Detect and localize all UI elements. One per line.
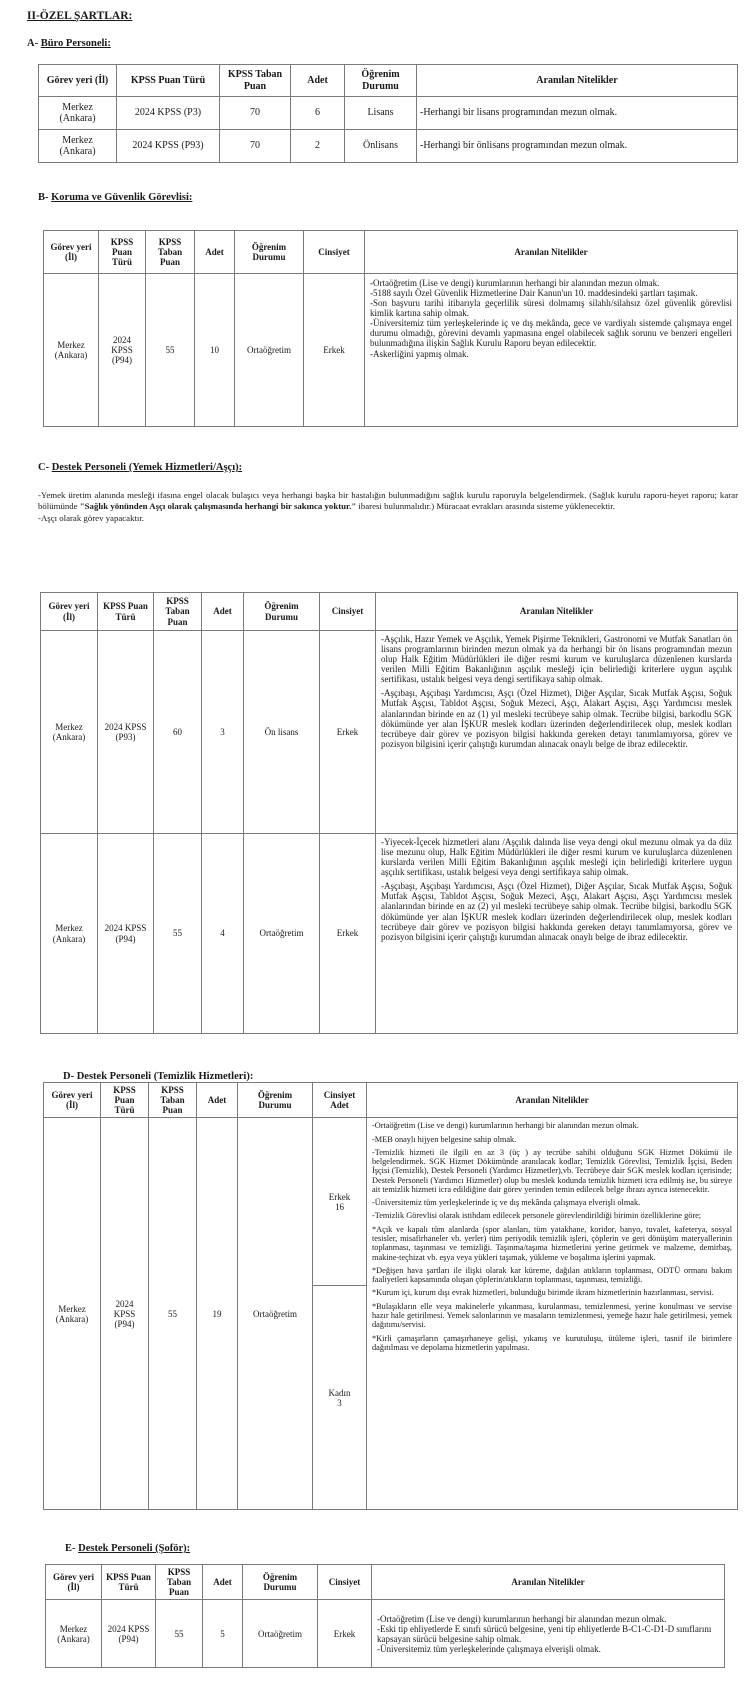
cell-adet: 6 [291,97,345,130]
header-cinsiyet: Cinsiyet [320,593,376,631]
cell-ogrenim: Ortaöğretim [244,834,320,1034]
section-c-note [38,490,738,524]
header-adet: Adet [202,593,244,631]
cell-cinsiyet: Erkek [320,834,376,1034]
cell-gorev-yeri: Merkez (Ankara) [39,97,117,130]
nitelik-item: -Ortaöğretim (Lise ve dengi) kurumlarının herhangi bir alanından mezun olmak. [372,1121,639,1131]
cell-taban-puan: 70 [220,97,291,130]
cell-adet: 10 [195,274,235,427]
table-header-row [44,1083,738,1118]
cell-ogrenim: Önlisans [345,130,417,163]
nitelik-item: -Ortaöğretim (Lise ve dengi) kurumlarının herhangi bir alanından mezun olmak. [370,278,660,288]
table-row [44,274,738,427]
header-nitelikler: Aranılan Nitelikler [365,231,738,274]
table-row [39,97,738,130]
cell-cinsiyet: Erkek [318,1600,372,1668]
cell-taban-puan: 55 [146,274,195,427]
section-title: Destek Personeli (Şoför): [78,1543,191,1554]
section-e-heading [65,1543,190,1554]
section-b-heading [38,192,192,203]
header-adet: Adet [197,1083,238,1118]
nitelik-item: -Aşçılık, Hazır Yemek ve Aşçılık, Yemek Pişirme Teknikleri, Gastronomi ve Mutfak Sanatları ön lisans programlarının birinden mezun olmak ya da herhangi bir ön lisans programından mezun olup Halk Eğitim Müdürlükleri ile diğer resmi kurum ve kuruluşlarca düzenlenen kurslarda verilen Milli Eğitim Bakanlığının aşçılık mesleği için belirlediği kriterlere uygun aşçılık sertifikası, ustalık belgesi veya dengi sertifikaya sahip olmak. [381,634,732,685]
section-d-heading [63,1071,253,1082]
cell-adet: 5 [203,1600,243,1668]
header-puan-turu: KPSS Puan Türü [117,65,220,97]
nitelik-item: -Üniversitemiz tüm yerleşkelerinde iç ve dış mekânda çalışmaya elverişli olmak. [372,1198,641,1208]
header-cinsiyet: Cinsiyet [304,231,365,274]
document-title: II-ÖZEL ŞARTLAR: [27,10,133,22]
note-text: ibaresi bulunmalıdır.) Müracaat evrakları arasında sisteme yüklenecektir. [356,501,615,512]
cell-ogrenim: Lisans [345,97,417,130]
note-paragraph [38,490,738,513]
section-a-heading [27,38,111,49]
table-row [41,834,738,1034]
header-nitelikler: Aranılan Nitelikler [372,1565,725,1600]
cell-puan-turu: 2024 KPSS (P94) [99,274,146,427]
header-ogrenim: Öğrenim Durumu [243,1565,318,1600]
header-ogrenim: Öğrenim Durumu [244,593,320,631]
nitelik-item: -Üniversitemiz tüm yerleşkelerinde çalışmaya elverişli olmak. [377,1643,601,1654]
nitelik-item: -Eski tip ehliyetlerde E sınıfı sürücü belgesine, yeni tip ehliyetlerde B-C1-C-D1-D sınıflarını kapsayan sürücü belgesine sahip olmak. [377,1623,712,1644]
cell-nitelikler [376,834,738,1034]
table-header-row [41,593,738,631]
nitelik-item: -Yiyecek-İçecek hizmetleri alanı /Aşçılık dalında lise veya dengi okul mezunu olmak ya da düz lise mezunu olup, Halk Eğitim Müdürlükleri ile diğer resmi kurum ve kuruluşlarca düzenlenen kurslarda verilen Milli Eğitim Bakanlığının aşçılık mesleği için belirlediği kriterlere uygun aşçılık sertifikası, ustalık belgesi veya dengi sertifikaya sahip olmak. [381,837,732,878]
table-row [41,631,738,834]
nitelik-item: -5188 sayılı Özel Güvenlik Hizmetlerine Dair Kanun'un 10. maddesindeki şartları taşımak. [370,288,698,299]
note-text: -Yemek üretim alanında mesleği ifasına engel olacak bulaşıcı veya herhangi başka bir hastalığın bulunmadığını sağlık kurulu raporuyla belgelendirmek. (Sağlık kurulu raporu-heyet raporu; karar bölümünde [38,490,738,512]
header-gorev-yeri: Görev yeri (İl) [46,1565,102,1600]
cell-ogrenim: Ortaöğretim [238,1118,313,1510]
header-adet: Adet [203,1565,243,1600]
cell-taban-puan: 55 [154,834,202,1034]
cell-taban-puan: 60 [154,631,202,834]
header-adet: Adet [195,231,235,274]
table-header-row [44,231,738,274]
cell-adet: 2 [291,130,345,163]
nitelik-item: -Ortaöğretim (Lise ve dengi) kurumlarının herhangi bir alanından mezun olmak. [377,1613,667,1624]
header-cinsiyet: Cinsiyet [318,1565,372,1600]
cell-cinsiyet: Erkek [304,274,365,427]
header-puan-turu: KPSS Puan Türü [98,593,154,631]
cell-puan-turu: 2024 KPSS (P94) [98,834,154,1034]
cell-nitelikler [372,1600,725,1668]
cell-nitelikler [365,274,738,427]
cell-puan-turu: 2024 KPSS (P3) [117,97,220,130]
nitelik-item: *Kirli çamaşırların çamaşırhaneye gelişi, yıkanış ve kurutuluşu, ütüleme işleri, tasnif ile birimlere dağıtılması ve depolama hizmetlerin yapılması. [372,1333,732,1352]
cell-gorev-yeri: Merkez (Ankara) [46,1600,102,1668]
cell-taban-puan: 70 [220,130,291,163]
cell-taban-puan: 55 [156,1600,203,1668]
section-title: Büro Personeli: [40,38,111,49]
nitelik-item: -Aşçıbaşı, Aşçıbaşı Yardımcısı, Aşçı (Özel Hizmet), Diğer Aşçılar, Sıcak Mutfak Aşçısı, Soğuk Mutfak Aşçısı, Tabldot Aşçısı, Soğuk Mezeci, Aşçı, Alakart Aşçısı, Aşçı Yardımcısı meslek alanlarından birinde en az (1) yıl mesleki tecrübeye sahip olmak. Tecrübe bilgisi, barkodlu SGK dökümünde yer alan İŞKUR meslek kodları üzerinden değerlendirilecek olup, meslek kodları tecrübeye dair görev ve pozisyon bilgisi hakkında gereken detayı tanımlamıyorsa, görev ve pozisyon bilgisini içerir çalıştığı kurumdan alınacak onaylı belge de ibraz edilecektir. [381,688,732,749]
cell-puan-turu: 2024 KPSS (P93) [98,631,154,834]
header-nitelikler: Aranılan Nitelikler [417,65,738,97]
table-header-row [46,1565,725,1600]
header-taban-puan: KPSS Taban Puan [220,65,291,97]
section-title: Destek Personeli (Yemek Hizmetleri/Aşçı): [51,462,243,473]
cell-gorev-yeri: Merkez (Ankara) [39,130,117,163]
table-yemek-hizmetleri [40,592,738,1034]
section-title: Koruma ve Güvenlik Görevlisi: [51,192,193,203]
nitelik-item: *Kurum içi, kurum dışı evrak hizmetleri, bulunduğu birimde ikram hizmetlerinin hazırlanması, servisi. [372,1288,714,1298]
cell-cinsiyet-erkek: Erkek 16 [313,1118,367,1286]
nitelik-item: -Üniversitemiz tüm yerleşkelerinde iç ve dış mekânda, gece ve vardiyalı sistemde çalışmaya engel durumu olmadığı, görevini devamlı yapmasına engel olabilecek sağlık sorunu ve benzeri engelleri bulunmadığına ilişkin Sağlık Kurulu Raporu beyan edilecektir. [370,318,732,349]
nitelik-item: *Bulaşıkların elle veya makinelerle yıkanması, kurulanması, temizlenmesi, yerine konulması ve servise hazır hale getirilmesi. Yemek salonlarının ve masaların temizlenmesi, yemeğe hazır hale getirilmesi, yemek dağıtımı/servisi. [372,1301,732,1330]
nitelik-item: -Temizlik hizmeti ile ilgili en az 3 (üç ) ay tecrübe sahibi olduğunu SGK Hizmet Dökümü ile belgelendirmek. SGK Hizmet Dökümünde aranılacak kodlar; Temizlik Görevlisi, Temizlik İşçisi, Beden İşçisi (Temizlik), Destek Personeli (Yardımcı Hizmetler),vb. Tecrübeye dair SGK meslek kodları içerisinde; Destek Personeli (Yardımcı Hizmetler) olup bu meslek kodunda temizlik hizmeti icra edilmiş ise, bu süreye ait temizlik hizmeti icra edildiğine dair görev yerinden temin edilecek belge ibrazı ayrıca istenecektir. [372,1147,732,1194]
cell-puan-turu: 2024 KPSS (P93) [117,130,220,163]
nitelik-item: -Askerliğini yapmış olmak. [370,348,469,359]
header-gorev-yeri: Görev yeri (İl) [41,593,98,631]
section-letter: B- [38,192,49,203]
table-sofor [45,1564,725,1668]
cell-nitelikler [367,1118,738,1510]
cell-gorev-yeri: Merkez (Ankara) [41,631,98,834]
cell-adet: 3 [202,631,244,834]
nitelik-item: *Açık ve kapalı tüm alanlarda (spor alanları, tüm yatakhane, koridor, banyo, tuvalet, kafeterya, sosyal tesisler, misafirhaneler vb. yerler) tüm periyodik temizlik işleri, çöplerin ve geri dönüşüm materyallerinin toplanması, taşınması ve temizliği. Taşınma/taşıma hizmetlerini yerine getirmek ve malzeme, demirbaş, makine-teçhizat vb. eşya veya yükleri taşımak, yükleme ve boşaltma işlerini yapmak. [372,1224,732,1262]
cell-gorev-yeri: Merkez (Ankara) [44,1118,101,1510]
nitelik-item: -MEB onaylı hijyen belgesine sahip olmak. [372,1134,517,1144]
cell-taban-puan: 55 [149,1118,197,1510]
header-ogrenim: Öğrenim Durumu [235,231,304,274]
nitelik-item: *Değişen hava şartları ile ilişki olarak kar küreme, dağılan atıkların toplanması, ODTÜ ormanı bakım faaliyetleri kapsamında oluşan çöplerin/atıkların toplanması, taşınması, temizliği. [372,1265,732,1285]
header-puan-turu: KPSS Puan Türü [101,1083,149,1118]
nitelik-item: -Aşçıbaşı, Aşçıbaşı Yardımcısı, Aşçı (Özel Hizmet), Diğer Aşçılar, Sıcak Mutfak Aşçısı, Soğuk Mutfak Aşçısı, Tabldot Aşçısı, Soğuk Mezeci, Aşçı, Alakart Aşçısı, Aşçı Yardımcısı meslek alanlarından birinde en az (2) yıl mesleki tecrübeye sahip olmak. Tecrübe bilgisi, barkodlu SGK dökümünde yer alan İŞKUR meslek kodları üzerinden değerlendirilecek olup, meslek kodları tecrübeye dair görev ve pozisyon bilgisi hakkında gereken detayı tanımlamıyorsa, görev ve pozisyon bilgisini içerir çalıştığı kurumdan alınacak onaylı belge de ibraz edilecektir. [381,881,732,942]
cell-adet: 19 [197,1118,238,1510]
section-letter: D- [63,1071,75,1082]
header-nitelikler: Aranılan Nitelikler [376,593,738,631]
cell-ogrenim: Ortaöğretim [243,1600,318,1668]
header-gorev-yeri: Görev yeri (İl) [44,231,99,274]
cell-ogrenim: Ortaöğretim [235,274,304,427]
note-line: -Aşçı olarak görev yapacaktır. [38,512,145,523]
table-temizlik-hizmetleri [43,1082,738,1510]
header-gorev-yeri: Görev yeri (İl) [39,65,117,97]
table-koruma-guvenlik [43,230,738,427]
cell-nitelikler [376,631,738,834]
section-letter: A- [27,38,39,49]
cell-adet: 4 [202,834,244,1034]
header-puan-turu: KPSS Puan Türü [99,231,146,274]
header-adet: Adet [291,65,345,97]
section-letter: C- [38,462,50,473]
cell-gorev-yeri: Merkez (Ankara) [41,834,98,1034]
cell-puan-turu: 2024 KPSS (P94) [102,1600,156,1668]
table-row [44,1118,738,1286]
cell-cinsiyet-kadin: Kadın 3 [313,1286,367,1510]
cell-ogrenim: Ön lisans [244,631,320,834]
section-title: Destek Personeli (Temizlik Hizmetleri): [76,1071,254,1082]
table-row [39,130,738,163]
table-buro-personeli [38,64,738,163]
header-cinsiyet-adet: Cinsiyet Adet [313,1083,367,1118]
header-puan-turu: KPSS Puan Türü [102,1565,156,1600]
nitelik-item: -Son başvuru tarihi itibarıyla geçerlilik süresi dolmamış silahlı/silahsız özel güvenlik görevlisi kimlik kartına sahip olmak. [370,298,732,319]
cell-gorev-yeri: Merkez (Ankara) [44,274,99,427]
cell-cinsiyet: Erkek [320,631,376,834]
section-c-heading [38,462,242,473]
header-ogrenim: Öğrenim Durumu [345,65,417,97]
header-taban-puan: KPSS Taban Puan [146,231,195,274]
header-taban-puan: KPSS Taban Puan [149,1083,197,1118]
header-gorev-yeri: Görev yeri (İl) [44,1083,101,1118]
header-ogrenim: Öğrenim Durumu [238,1083,313,1118]
note-bold-text: "Sağlık yönünden Aşçı olarak çalışmasında herhangi bir sakınca yoktur." [79,501,357,512]
header-taban-puan: KPSS Taban Puan [156,1565,203,1600]
section-letter: E- [65,1543,76,1554]
table-header-row [39,65,738,97]
cell-nitelik: -Herhangi bir önlisans programından mezun olmak. [417,130,738,163]
nitelik-item: -Temizlik Görevlisi olarak istihdam edilecek personele görevlendirildiği birimin özelliklerine göre; [372,1211,702,1221]
cell-nitelik: -Herhangi bir lisans programından mezun olmak. [417,97,738,130]
table-row [46,1600,725,1668]
header-nitelikler: Aranılan Nitelikler [367,1083,738,1118]
header-taban-puan: KPSS Taban Puan [154,593,202,631]
cell-puan-turu: 2024 KPSS (P94) [101,1118,149,1510]
